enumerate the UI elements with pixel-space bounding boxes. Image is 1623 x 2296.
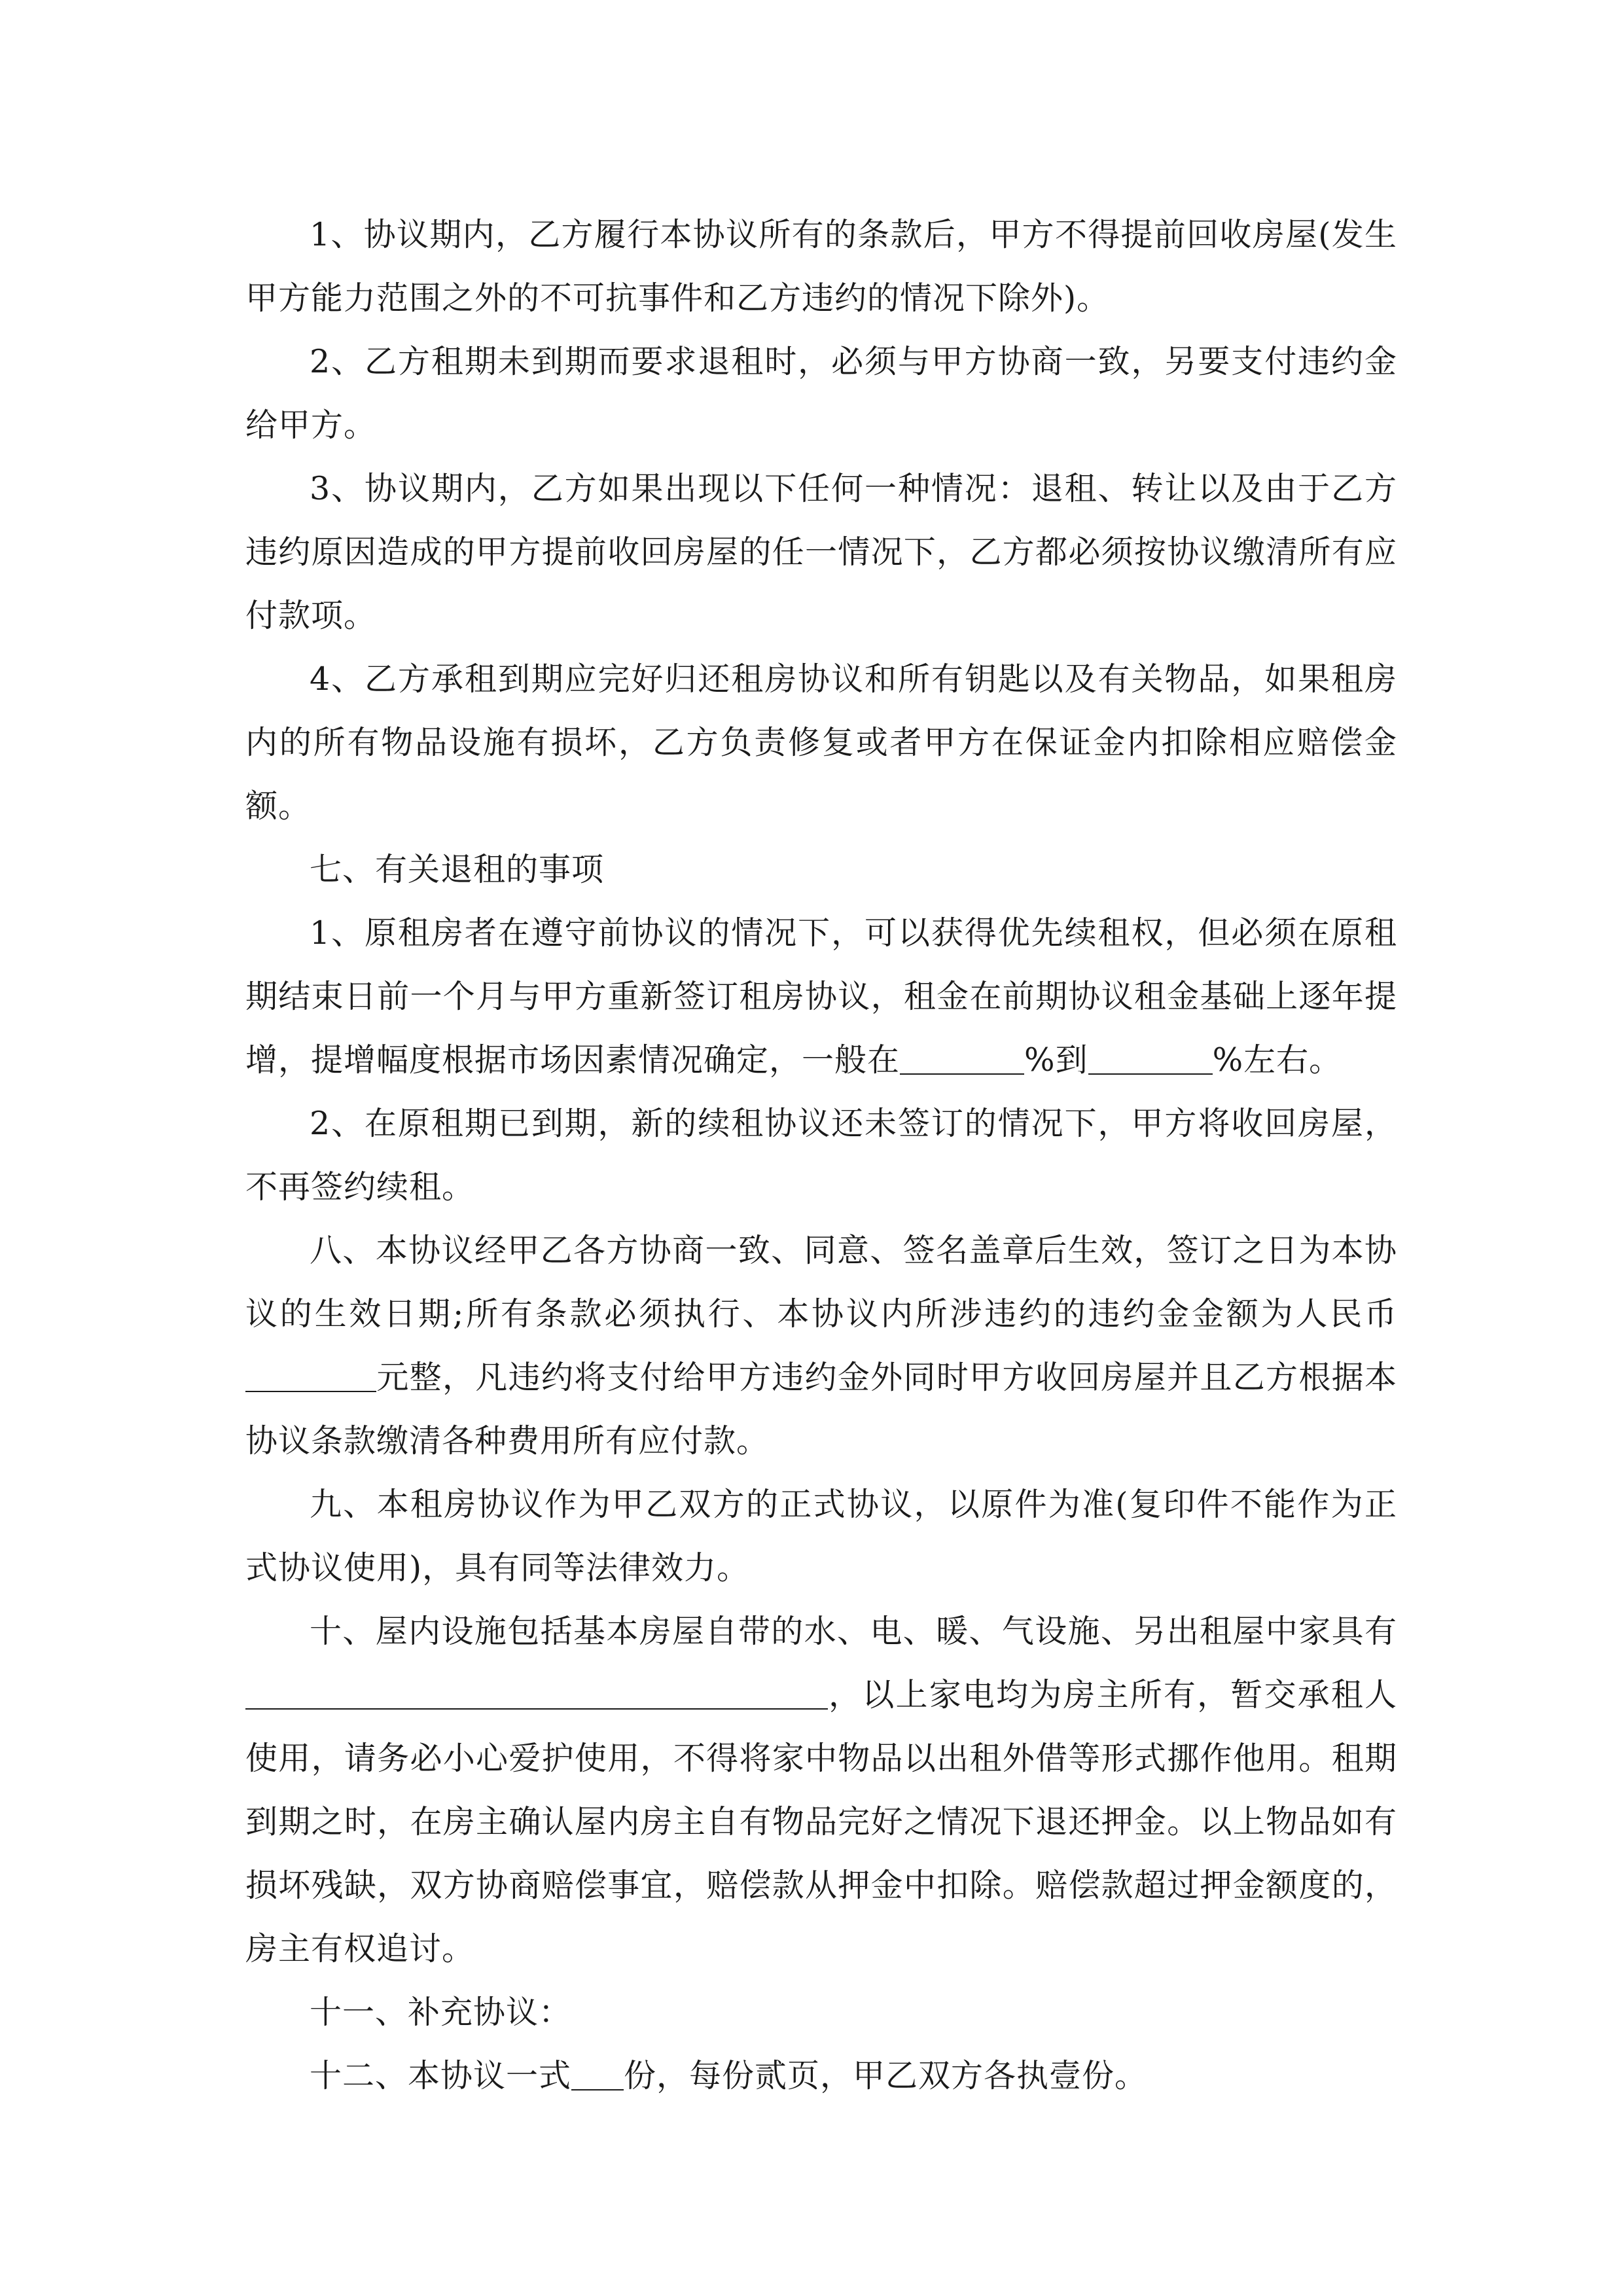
clause-text: 元整，凡违约将支付给甲方违约金外同时甲方收回房屋并且乙方根据本协议条款缴清各种费用所有应付款。 bbox=[245, 1359, 1397, 1460]
clause-text: ，以上家电均为房主所有，暂交承租人使用，请务必小心爱护使用，不得将家中物品以出租外借等形式挪作他用。租期到期之时，在房主确认屋内房主自有物品完好之情况下退还押金。以上物品如有损坏残缺，双方协商赔偿事宜，赔偿款从押金中扣除。赔偿款超过押金额度的，房主有权追讨。 bbox=[245, 1676, 1397, 1967]
fill-in-blank bbox=[900, 1041, 1024, 1075]
clause-paragraph: 3、协议期内，乙方如果出现以下任何一种情况：退租、转让以及由于乙方违约原因造成的甲方提前收回房屋的任一情况下，乙方都必须按协议缴清所有应付款项。 bbox=[245, 470, 1397, 634]
clause-text: 十、屋内设施包括基本房屋自带的水、电、暖、气设施、另出租屋中家具有 bbox=[310, 1613, 1397, 1650]
clause-text: %左右。 bbox=[1212, 1041, 1342, 1079]
document-body bbox=[245, 203, 1397, 2108]
clause-paragraph: 九、本租房协议作为甲乙双方的正式协议，以原件为准(复印件不能作为正式协议使用)，具有同等法律效力。 bbox=[245, 1486, 1397, 1587]
clause-paragraph bbox=[245, 2044, 1397, 2108]
fill-in-blank bbox=[245, 1359, 376, 1392]
clause-text: 份，每份贰页，甲乙双方各执壹份。 bbox=[624, 2057, 1148, 2094]
fill-in-blank bbox=[245, 1676, 828, 1710]
clause-text: %到 bbox=[1024, 1041, 1088, 1079]
clause-paragraph: 2、在原租期已到期，新的续租协议还未签订的情况下，甲方将收回房屋，不再签约续租。 bbox=[245, 1105, 1397, 1206]
clause-text: 1、原租房者在遵守前协议的情况下，可以获得优先续租权，但必须在原租期结束日前一个月与甲方重新签订租房协议，租金在前期协议租金基础上逐年提增，提增幅度根据市场因素情况确定，一般在 bbox=[245, 914, 1397, 1079]
clause-paragraph: 4、乙方承租到期应完好归还租房协议和所有钥匙以及有关物品，如果租房内的所有物品设施有损坏，乙方负责修复或者甲方在保证金内扣除相应赔偿金额。 bbox=[245, 660, 1397, 825]
clause-text: 十二、本协议一式 bbox=[310, 2057, 572, 2094]
clause-paragraph: 1、协议期内，乙方履行本协议所有的条款后，甲方不得提前回收房屋(发生甲方能力范围之外的不可抗事件和乙方违约的情况下除外)。 bbox=[245, 216, 1397, 317]
clause-paragraph bbox=[245, 901, 1397, 1092]
section-heading: 十一、补充协议： bbox=[310, 1994, 572, 2031]
clause-paragraph: 2、乙方租期未到期而要求退租时，必须与甲方协商一致，另要支付违约金给甲方。 bbox=[245, 343, 1397, 444]
fill-in-blank bbox=[571, 2057, 624, 2090]
fill-in-blank bbox=[1088, 1041, 1213, 1075]
clause-paragraph bbox=[245, 1600, 1397, 1981]
section-heading: 七、有关退租的事项 bbox=[310, 851, 605, 888]
clause-text: 八、本协议经甲乙各方协商一致、同意、签名盖章后生效，签订之日为本协议的生效日期;所有条款必须执行、本协议内所涉违约的违约金金额为人民币 bbox=[245, 1232, 1397, 1333]
clause-paragraph bbox=[245, 1219, 1397, 1473]
